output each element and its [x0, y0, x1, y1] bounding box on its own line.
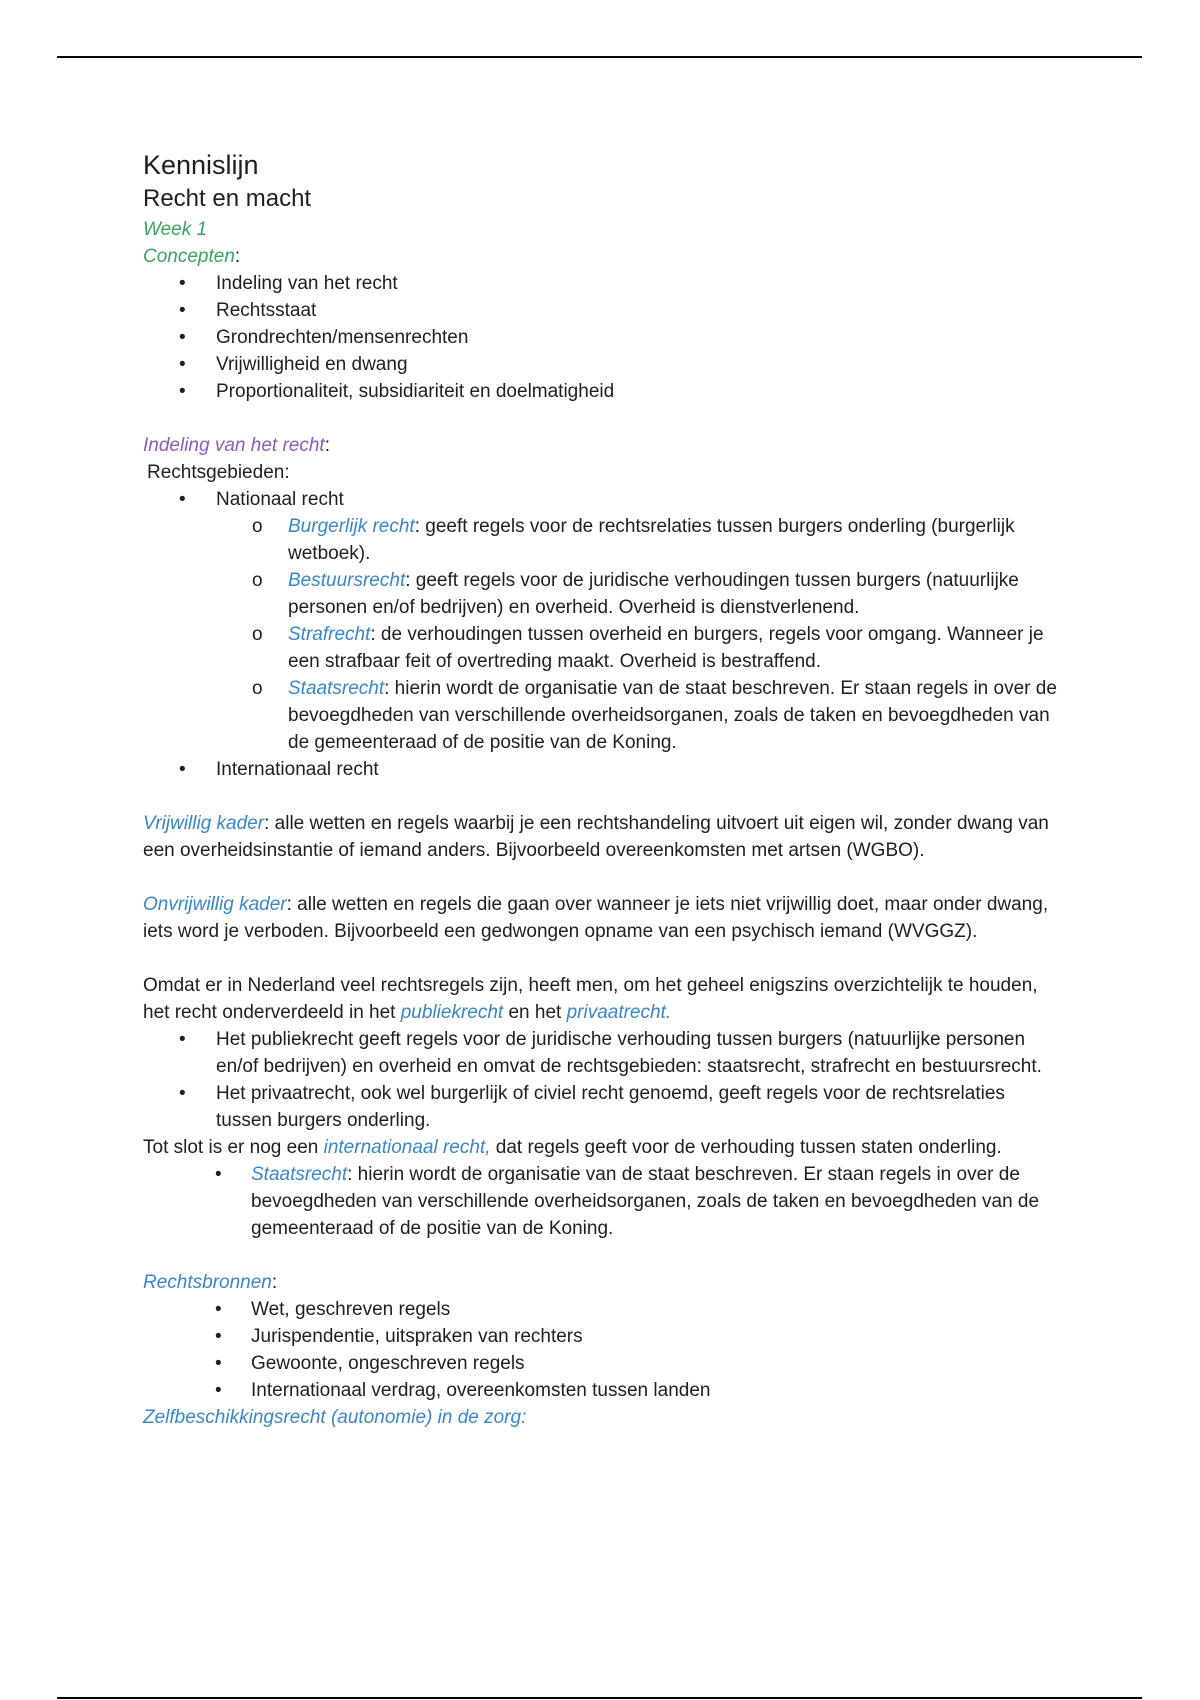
concepten-heading: Concepten: [143, 246, 241, 267]
list-item: • Vrijwilligheid en dwang [143, 351, 1063, 378]
list-item: • Het publiekrecht geeft regels voor de juridische verhouding tussen burgers (natuurlijke personen en/of bedrijven) en overheid en omvat de rechtsgebieden: staatsrecht, strafrecht en bestuursrecht. [143, 1026, 1063, 1080]
list-item: • Proportionaliteit, subsidiariteit en doelmatigheid [143, 378, 1063, 405]
totslot-paragraph: Tot slot is er nog een internationaal recht, dat regels geeft voor de verhouding tussen staten onderling. [143, 1137, 1002, 1158]
indeling-label: Indeling van het recht [143, 435, 325, 456]
rechtsbronnen-heading: Rechtsbronnen: [143, 1272, 278, 1293]
rechtsbronnen-list [143, 1296, 1063, 1404]
document-subtitle: Recht en macht [143, 185, 312, 212]
list-item: • Rechtsstaat [143, 297, 1063, 324]
rechtsgebieden-list [143, 486, 1063, 783]
rechtsbronnen-label: Rechtsbronnen [143, 1272, 272, 1293]
concepten-list [143, 270, 1063, 405]
list-item: • Wet, geschreven regels [143, 1296, 1063, 1323]
staatsrecht-list [143, 1161, 1063, 1242]
document-body [143, 148, 1063, 1431]
rechtsgebieden-label: Rechtsgebieden: [147, 462, 290, 483]
recht-list [143, 1026, 1063, 1134]
omdat-paragraph: Omdat er in Nederland veel rechtsregels zijn, heeft men, om het geheel enigszins overzichtelijk te houden, het recht onderverdeeld in het publiekrecht en het privaatrecht. [143, 975, 1038, 1023]
concepten-label: Concepten [143, 246, 235, 267]
indeling-heading: Indeling van het recht: [143, 435, 330, 456]
footer-rule [57, 1697, 1142, 1699]
vrijwillig-paragraph: Vrijwillig kader: alle wetten en regels waarbij je een rechtshandeling uitvoert uit eigen wil, zonder dwang van een overheidsinstantie of iemand anders. Bijvoorbeeld overeenkomsten met artsen (WGBO). [143, 813, 1049, 861]
sublist-item: o Strafrecht: de verhoudingen tussen overheid en burgers, regels voor omgang. Wanneer je een strafbaar feit of overtreding maakt. Overheid is bestraffend. [143, 621, 1063, 675]
onvrijwillig-paragraph: Onvrijwillig kader: alle wetten en regels die gaan over wanneer je iets niet vrijwillig doet, maar onder dwang, iets word je verboden. Bijvoorbeeld een gedwongen opname van een psychisch iemand (WVGGZ). [143, 894, 1049, 942]
list-item-nationaal: • Nationaal recht o Burgerlijk recht: geeft regels voor de rechtsrelaties tussen burgers onderling (burgerlijk wetboek). o Bestuursrecht: geeft regels voor de juridische verhoudingen tussen burgers (natuurlijke personen en/of bedrijven) en overheid. Overheid is dienstverlenend. o Strafrecht: de verhoudingen tussen overheid en burgers, regels voor omgang. Wanneer je een strafbaar feit of overtreding maakt. Overheid is bestraffend. o Staatsrecht: hierin wordt de organisatie van de staat beschreven. Er staan regels in over de bevoegdheden van verschillende overheidsorganen, zoals de taken en bevoegdheden van de gemeenteraad of de positie van de Koning. [143, 486, 1063, 756]
sublist-item: o Staatsrecht: hierin wordt de organisatie van de staat beschreven. Er staan regels in over de bevoegdheden van verschillende overheidsorganen, zoals de taken en bevoegdheden van de gemeenteraad of de positie van de Koning. [143, 675, 1063, 756]
document-title: Kennislijn [143, 150, 259, 180]
week-heading: Week 1 [143, 219, 208, 240]
zelfbeschikking-label: Zelfbeschikkingsrecht (autonomie) in de zorg [143, 1407, 522, 1428]
list-item-internationaal: • Internationaal recht [143, 756, 1063, 783]
list-item: • Jurispendentie, uitspraken van rechters [143, 1323, 1063, 1350]
list-item: • Indeling van het recht [143, 270, 1063, 297]
list-item: • Het privaatrecht, ook wel burgerlijk of civiel recht genoemd, geeft regels voor de rechtsrelaties tussen burgers onderling. [143, 1080, 1063, 1134]
zelfbeschikking-heading: Zelfbeschikkingsrecht (autonomie) in de zorg: [143, 1407, 527, 1428]
list-item: • Staatsrecht: hierin wordt de organisatie van de staat beschreven. Er staan regels in over de bevoegdheden van verschillende overheidsorganen, zoals de taken en bevoegdheden van de gemeenteraad of de positie van de Koning. [143, 1161, 1063, 1242]
list-item: • Internationaal verdrag, overeenkomsten tussen landen [143, 1377, 1063, 1404]
sublist-item: o Burgerlijk recht: geeft regels voor de rechtsrelaties tussen burgers onderling (burgerlijk wetboek). [143, 513, 1063, 567]
list-item: • Gewoonte, ongeschreven regels [143, 1350, 1063, 1377]
list-item: • Grondrechten/mensenrechten [143, 324, 1063, 351]
header-rule [57, 56, 1142, 58]
sublist-item: o Bestuursrecht: geeft regels voor de juridische verhoudingen tussen burgers (natuurlijke personen en/of bedrijven) en overheid. Overheid is dienstverlenend. [143, 567, 1063, 621]
nationaal-sublist [216, 513, 1063, 756]
